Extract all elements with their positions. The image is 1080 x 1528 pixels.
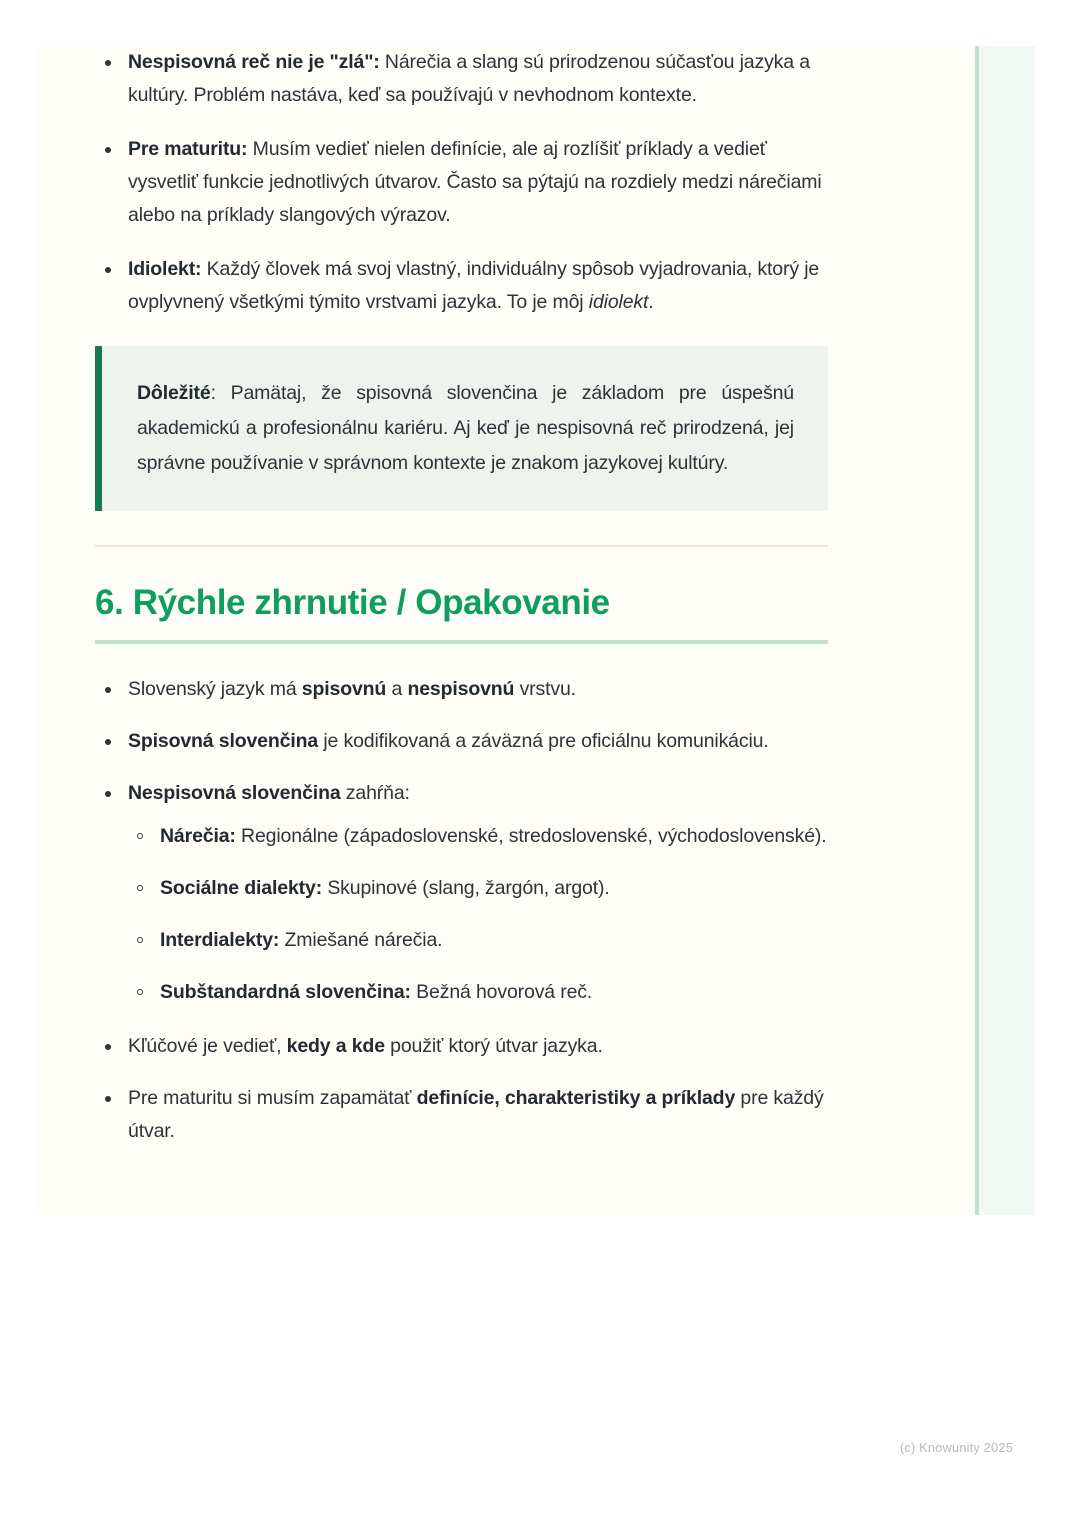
bullet-text: Každý človek má svoj vlastný, individuálny spôsob vyjadrovania, ktorý je ovplyvnený všetkými týmito vrstvami jazyka. To je môj [128, 258, 820, 313]
sub-bullet-lead: Nárečia: [160, 825, 236, 847]
bullet-bold-2: nespisovnú [407, 678, 515, 700]
bullet-text: Musím vedieť nielen definície, ale aj rozlíšiť príklady a vedieť vysvetliť funkcie jednotlivých útvarov. Často sa pýtajú na rozdiely medzi nárečiami alebo na príklady slangových výrazov. [128, 138, 822, 226]
heading-underline [95, 640, 828, 644]
bullet-text: Nárečia a slang sú prirodzenou súčasťou jazyka a kultúry. Problém nastáva, keď sa používajú v nevhodnom kontexte. [128, 51, 810, 106]
list-item [95, 673, 835, 706]
bullet-text-pre: Pre maturitu si musím zapamätať [128, 1087, 417, 1109]
list-item [95, 725, 835, 758]
bullet-text: je kodifikovaná a záväzná pre oficiálnu komunikáciu. [318, 730, 769, 752]
copyright-footer: (c) Knowunity 2025 [899, 1440, 1013, 1455]
callout-paragraph [137, 376, 794, 481]
page-title: 6. Rýchle zhrnutie / Opakovanie [95, 583, 610, 622]
bullet-bold-1: spisovnú [301, 678, 387, 700]
sub-bullet-list [128, 820, 835, 1009]
list-item [95, 133, 835, 232]
bullet-lead: Spisovná slovenčina [128, 730, 319, 752]
right-side-divider [975, 46, 979, 1215]
list-item [95, 777, 835, 1009]
list-item [95, 46, 835, 112]
bullet-bold-1: definície, charakteristiky a príklady [416, 1087, 736, 1109]
summary-bullet-list [95, 673, 835, 1148]
bullet-lead: Nespisovná slovenčina [128, 782, 341, 804]
bullet-text-post: pre každý útvar. [128, 1087, 824, 1142]
bullet-text-mid: a [386, 678, 408, 700]
bullet-lead: Pre maturitu: [128, 138, 248, 160]
sub-bullet-text: Bežná hovorová reč. [410, 981, 593, 1003]
document-content [95, 46, 835, 1169]
important-callout [95, 346, 828, 511]
list-item [128, 976, 835, 1009]
section-divider [95, 545, 828, 547]
bullet-text-pre: Slovenský jazyk má [128, 678, 302, 700]
list-item [128, 872, 835, 905]
callout-text: : Pamätaj, že spisovná slovenčina je základom pre úspešnú akademickú a profesionálnu kariéru. Aj keď je nespisovná reč prirodzená, jej správne používanie v správnom kontexte je znakom jazykovej kultúry. [137, 382, 794, 474]
sub-bullet-text: Zmiešané nárečia. [279, 929, 443, 951]
bullet-lead: Idiolekt: [128, 258, 202, 280]
bullet-text-post: vrstvu. [514, 678, 576, 700]
bullet-italic-term: idiolekt [588, 291, 649, 313]
list-item [95, 1082, 835, 1148]
bullet-text-post: použiť ktorý útvar jazyka. [384, 1035, 603, 1057]
sub-bullet-lead: Sociálne dialekty: [160, 877, 323, 899]
list-item [95, 1030, 835, 1063]
list-item [128, 924, 835, 957]
top-bullet-list [95, 46, 835, 319]
bullet-text-pre: Kľúčové je vedieť, [128, 1035, 287, 1057]
right-side-panel [975, 46, 1035, 1215]
sub-bullet-text: Regionálne (západoslovenské, stredoslovenské, východoslovenské). [235, 825, 827, 847]
bullet-bold-1: kedy a kde [286, 1035, 385, 1057]
bullet-lead: Nespisovná reč nie je "zlá": [128, 51, 380, 73]
sub-bullet-lead: Interdialekty: [160, 929, 280, 951]
sub-bullet-lead: Subštandardná slovenčina: [160, 981, 411, 1003]
bullet-text: zahŕňa: [340, 782, 410, 804]
list-item [128, 820, 835, 853]
callout-lead: Dôležité [137, 382, 211, 404]
sub-bullet-text: Skupinové (slang, žargón, argot). [322, 877, 610, 899]
list-item [95, 253, 835, 319]
bullet-text-after: . [648, 291, 654, 313]
